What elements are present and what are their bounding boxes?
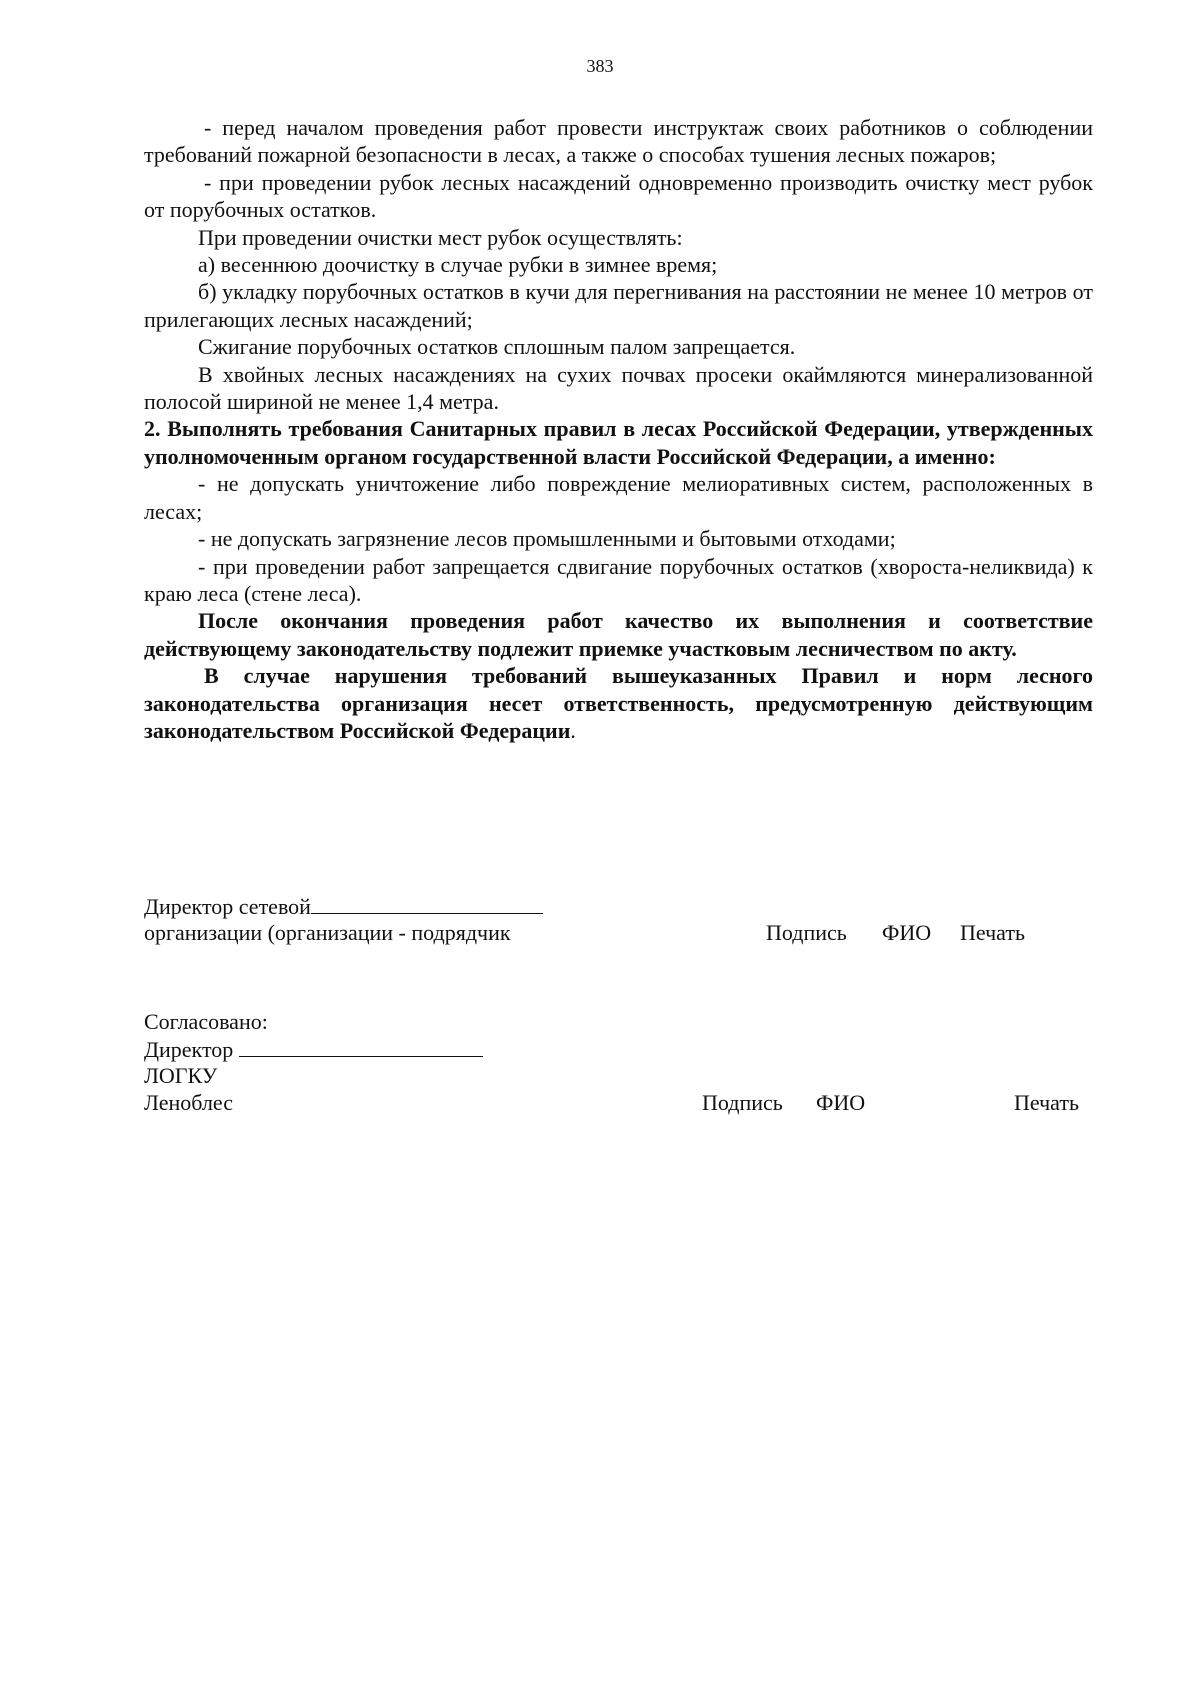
approval-agreed: Согласовано:	[144, 1009, 268, 1034]
document-body	[144, 114, 1093, 744]
approval-signature-line	[239, 1036, 483, 1057]
contractor-signature-line	[311, 893, 543, 914]
liability-period: .	[570, 717, 576, 743]
contractor-sign-label: Подпись	[766, 920, 847, 945]
approval-org-2: Леноблес	[144, 1090, 234, 1115]
contractor-signature-block	[144, 893, 1094, 953]
approval-name-label: ФИО	[816, 1090, 866, 1115]
paragraph-melioration-systems: - не допускать уничтожение либо повреждение мелиоративных систем, расположенных в лесах;	[144, 471, 1093, 524]
page-number: 383	[586, 56, 614, 76]
approval-signature-block	[144, 1009, 1094, 1119]
approval-sign-label: Подпись	[702, 1090, 783, 1115]
paragraph-fire-briefing: - перед началом проведения работ провести инструктаж своих работников о соблюдении требований пожарной безопасности в лесах, а также о способах тушения лесных пожаров;	[144, 115, 1093, 168]
contractor-title: Директор сетевой	[144, 894, 311, 919]
paragraph-burning-prohibited: Сжигание порубочных остатков сплошным палом запрещается.	[198, 334, 796, 360]
paragraph-item-a: а) весеннюю доочистку в случае рубки в зимнее время;	[198, 252, 718, 278]
paragraph-mineralized-strip: В хвойных лесных насаждениях на сухих почвах просеки окаймляются минерализованной полосой шириной не менее 1,4 метра.	[144, 361, 1093, 415]
contractor-stamp-label: Печать	[960, 920, 1026, 945]
section-2-heading: 2. Выполнять требования Санитарных правил в лесах Российской Федерации, утвержденных уполномоченным органом государственной власти Российской Федерации, а именно:	[144, 416, 1093, 469]
paragraph-acceptance: После окончания проведения работ качество их выполнения и соответствие действующему законодательству подлежит приемке участковым лесничеством по акту.	[144, 608, 1093, 661]
contractor-title-line	[144, 893, 543, 920]
approval-director-title: Директор	[144, 1037, 234, 1062]
paragraph-waste-pollution: - не допускать загрязнение лесов промышленными и бытовыми отходами;	[198, 526, 896, 552]
paragraph-brushwood-moving: - при проведении работ запрещается сдвигание порубочных остатков (хвороста-неликвида) к краю леса (стене леса).	[144, 553, 1093, 606]
paragraph-clearing-during-felling: - при проведении рубок лесных насаждений одновременно производить очистку мест рубок от порубочных остатков.	[144, 169, 1093, 223]
contractor-organization: организации (организации - подрядчик	[144, 920, 511, 945]
paragraph-liability	[144, 662, 1093, 744]
contractor-name-label: ФИО	[882, 920, 932, 945]
paragraph-clearing-intro: При проведении очистки мест рубок осуществлять:	[198, 224, 683, 250]
approval-org-1: ЛОГКУ	[144, 1063, 218, 1088]
approval-director-line	[144, 1036, 483, 1063]
liability-text: В случае нарушения требований вышеуказанных Правил и норм лесного законодательства организация несет ответственность, предусмотренную действующим законодательством Российской Федерации	[144, 663, 1093, 743]
approval-stamp-label: Печать	[1014, 1090, 1080, 1115]
paragraph-item-b: б) укладку порубочных остатков в кучи для перегнивания на расстоянии не менее 10 метров от прилегающих лесных насаждений;	[144, 279, 1093, 332]
